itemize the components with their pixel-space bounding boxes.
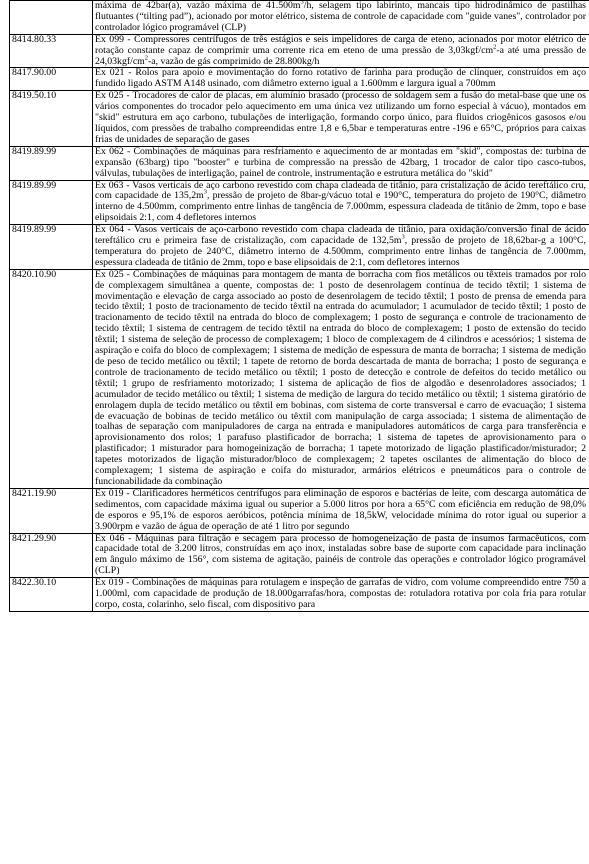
description-text: -a, vazão de gás comprimido de 28.800kg/h bbox=[148, 55, 320, 67]
description-text: Ex 019 - Clarificadores herméticos centrífugos para eliminação de esporos e bactérias de leite, com descarga automática de sedimentos, com capacidade máxima igual ou superior a 5.000 litros por hora a 65°C com eficiência em redução de 98,0% de esporos e 95,1% de esporos aeróbicos, potência mínima de 18,5kW, velocidade mínima do rotor igual ou superior a 3.900rpm e vazão de água de operação de até 1 litro por segundo bbox=[95, 487, 586, 532]
description-text: Ex 062 - Combinações de máquinas para resfriamento e aquecimento de ar montadas em "skid", compostas de: turbina de expansão (63barg) tipo "booster" e turbina de compressão na pressão de 42barg, 1 trocador de calor tipo casco-tubos, válvulas, tubulações de interligação, painel de controle, instrumentação e estrutura metálica do "skid" bbox=[95, 145, 586, 179]
ncm-code-cell: 8421.19.90 bbox=[10, 488, 93, 533]
ncm-code-cell: 8414.80.33 bbox=[10, 34, 93, 68]
table-row bbox=[10, 68, 589, 91]
description-text: -a até uma pressão de 24,03kgf/cm bbox=[95, 44, 586, 67]
superscript-text: 3 bbox=[300, 0, 304, 6]
description-cell bbox=[93, 533, 589, 578]
table-row bbox=[10, 180, 589, 225]
tariff-table bbox=[9, 0, 589, 612]
ncm-code-cell bbox=[10, 1, 93, 35]
table-row bbox=[10, 533, 589, 578]
description-text: Ex 046 - Máquinas para filtração e secagem para processo de homogeneização de pasta de insumos farmacêuticos, com capacidade total de 3.200 litros, construídas em aço inox, instaladas sobre base de suporte com capacidade para inclinação em ângulo máximo de 156°, com sistema de agitação, painéis de controle das operações e controlador lógico programável (CLP) bbox=[95, 532, 586, 577]
description-text: Ex 064 - Vasos verticais de aço-carbono revestido com chapa cladeada de titânio, para oxidação/conversão final de ácido tereftálico cru e primeira fase de cristalização, com capacidade de 132,5m bbox=[95, 224, 586, 247]
ncm-code-cell: 8421.29.90 bbox=[10, 533, 93, 578]
table-row bbox=[10, 578, 589, 612]
ncm-code-cell: 8420.10.90 bbox=[10, 269, 93, 488]
ncm-code-cell: 8419.89.99 bbox=[10, 146, 93, 180]
description-cell bbox=[93, 146, 589, 180]
table-row bbox=[10, 34, 589, 68]
superscript-text: 2 bbox=[493, 43, 497, 51]
table-row bbox=[10, 269, 589, 488]
superscript-text: 2 bbox=[144, 54, 149, 62]
table-row bbox=[10, 91, 589, 147]
description-cell bbox=[93, 68, 589, 91]
description-text: Ex 025 - Trocadores de calor de placas, em alumínio brasado (processo de soldagem sem a fusão do metal-base que une os vários componentes do trocador pelo aquecimento em uma única vez utilizando um forno especial à vácuo), montados em "skid" estrutura em aço carbono, tubulações de interligação, formando corpo único, para fluidos criogênicos gasosos e/ou líquidos, com pressões de trabalho compreendidas entre 1,8 e 6,5bar e temperaturas entre -196 e 65°C, próprios para caixas frias de unidades de separação de gases bbox=[95, 90, 586, 145]
description-cell bbox=[93, 91, 589, 147]
tariff-table-body bbox=[10, 1, 589, 612]
description-text: /h, selagem tipo labirinto, mancais tipo hidrodinâmico de pastilhas flutuantes (“tilting pad”), acionado por motor elétrico, sistema de controle de capacidade com "guide vanes", controlador por controlador lógico programável (CLP) bbox=[95, 0, 586, 33]
table-row bbox=[10, 1, 589, 35]
description-text: Ex 021 - Rolos para apoio e movimentação do forno rotativo de farinha para produção de clínquer, construídos em aço fundido ligado ASTM A148 usinado, com diâmetro externo igual a 1.600mm e largura igual a 700mm bbox=[95, 67, 586, 90]
description-text: Ex 099 - Compressores centrífugos de três estágios e seis impelidores de carga de eteno, acionados por motor elétrico de rotação constante capaz de comprimir uma corrente rica em eteno de uma pressão de 3,03kgf/cm bbox=[95, 33, 586, 56]
table-row bbox=[10, 225, 589, 270]
description-cell bbox=[93, 578, 589, 612]
description-cell bbox=[93, 180, 589, 225]
ncm-code-cell: 8419.89.99 bbox=[10, 225, 93, 270]
ncm-code-cell: 8417.90.00 bbox=[10, 68, 93, 91]
description-cell bbox=[93, 1, 589, 35]
superscript-text: 3 bbox=[401, 233, 405, 241]
description-text: , pressão de projeto de 18,62bar-g a 100°C, temperatura do projeto de 240°C, diâmetro interno de 4.500mm, comprimento entre linhas de tangência de 7.000mm, espessura cladeada de titânio de 2mm, topo e base elipsoidais de 2:1, com defletores internos bbox=[95, 235, 586, 268]
description-cell bbox=[93, 269, 589, 488]
superscript-text: 3 bbox=[203, 189, 207, 197]
description-cell bbox=[93, 488, 589, 533]
document-page bbox=[9, 0, 589, 612]
description-text: Ex 025 - Combinações de máquinas para montagem de manta de borracha com fios metálicos ou têxteis tramados por rolo de complexagem simultânea a quente, compostas de: 1 posto de desenrolagem contínua de tecido têxtil; 1 sistema de movimentação e elevação de carga associado ao posto de desenrolagem de tecido têxtil; 1 posto de prensa de emenda para tecido têxtil; 1 posto de tracionamento de tecido têxtil na entrada do acumulador; 1 acumulador de tecido têxtil; 1 posto de tracionamento de tecido têxtil na entrada do bloco de complexagem; 1 posto de segurança e controle de tracionamento de tecido têxtil; 1 sistema de centragem de tecido têxtil na entrada do bloco de complexagem; 1 posto de extensão do tecido têxtil; 1 sistema de seleção de processo de complexagem; 1 bloco de complexagem de 4 cilindros e acessórios; 1 sistema de aspiração e coifa do bloco de complexagem; 1 sistema de medição de espessura de manta de borracha; 1 sistema de medição de peso de tecido metálico ou têxtil; 1 tapete de retorno de borda descartada de manta de borracha; 1 posto de segurança e controle de tracionamento de tecido metálico ou têxtil; 1 posto de detecção e controle de defeitos do tecido metálico ou têxtil; 1 grupo de resfriamento motorizado; 1 sistema de aplicação de fios de algodão e desenroladores associados; 1 acumulador de tecido metálico ou têxtil; 1 sistema de medição de largura do tecido metálico ou têxtil; 1 sistema giratório de enrolagem dupla de tecido metálico ou têxtil em bobinas, com sistema de corte transversal e carro de evacuação; 1 sistema de evacuação de bobinas de tecido metálico ou têxtil com manipulação de carga associada; 1 sistema de alimentação de toalhas de separação com manipuladores de carga na entrada e manipuladores automáticos de carga para transferência e aprovisionamento dos rolos; 1 parafuso plastificador de borracha; 1 sistema de tapetes de aprovisionamento para o plastificador; 1 misturador para homogeinização de borracha; 1 tapete motorizado de ligação plastificador/misturador; 2 tapetes motorizados de ligação misturador/bloco de complexagem; 2 tapetes oscilantes de alimentação do bloco de complexagem; 1 sistema de aspiração e coifa do misturador, armários elétricos e pneumáticos para o controle de funcionabilidade da combinação bbox=[95, 268, 586, 487]
ncm-code-cell: 8419.89.99 bbox=[10, 180, 93, 225]
table-row bbox=[10, 488, 589, 533]
ncm-code-cell: 8419.50.10 bbox=[10, 91, 93, 147]
description-text: máxima de 42bar(a), vazão máxima de 41.500m bbox=[95, 0, 301, 11]
description-cell bbox=[93, 34, 589, 68]
table-row bbox=[10, 146, 589, 180]
description-text: , pressão de projeto de 8bar-g/vácuo total e 190°C, temperatura do projeto de 190°C, diâmetro interno de 4.500mm, comprimento entre linhas de tangência de 7.000mm, espessura cladeada de titânio de 2mm, topo e base elipsoidais 2:1, com 4 defletores internos bbox=[95, 190, 586, 224]
description-text: Ex 063 - Vasos verticais de aço carbono revestido com chapa cladeada de titânio, para cristalização de ácido tereftálico cru, com capacidade de 135,2m bbox=[95, 179, 586, 202]
ncm-code-cell: 8422.30.10 bbox=[10, 578, 93, 612]
description-text: Ex 019 - Combinações de máquinas para rotulagem e inspeção de garrafas de vidro, com volume compreendido entre 750 a 1.000ml, com capacidade de produção de 18.000garrafas/hora, compostas de: rotuladora rotativa por cola fria para rotular corpo, costa, colarinho, selo fiscal, com dispositivo para bbox=[95, 577, 586, 610]
description-cell bbox=[93, 225, 589, 270]
